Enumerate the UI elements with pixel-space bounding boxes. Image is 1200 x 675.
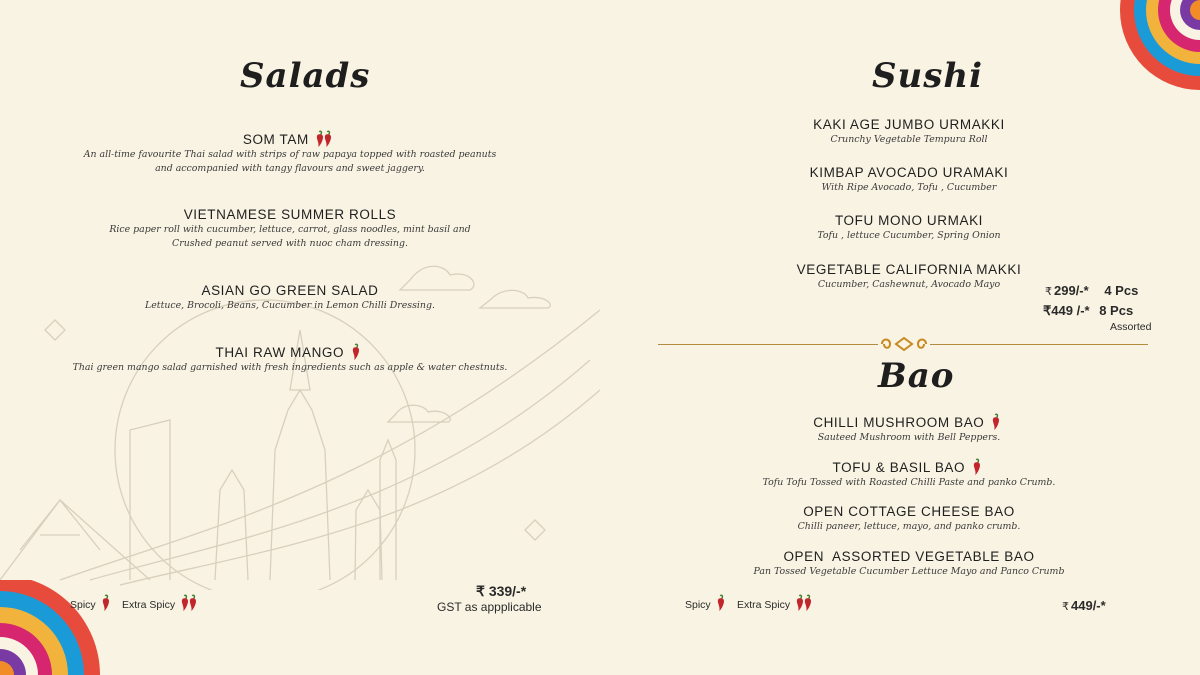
salad-item-som-tam [60, 130, 520, 176]
chili-icon [99, 594, 115, 612]
item-name: VEGETABLE CALIFORNIA MAKKI [796, 262, 1022, 277]
item-desc: Crunchy Vegetable Tempura Roll [830, 134, 988, 145]
item-name: TOFU & BASIL BAO [832, 460, 966, 475]
mandala-top-right [1110, 0, 1200, 100]
chili-icon [321, 130, 337, 148]
bao-price [1062, 598, 1106, 613]
sushi-assorted: Assorted [1110, 321, 1152, 333]
item-name: SOM TAM [242, 132, 309, 147]
sushi-item-kimbap [709, 164, 1109, 195]
chili-icon [349, 343, 365, 361]
bao-item-tofu-basil [709, 458, 1109, 490]
chili-icon [801, 594, 817, 612]
salad-item-vietnamese-rolls [60, 206, 520, 251]
sushi-item-kaki-age [709, 116, 1109, 147]
item-desc: Pan Tossed Vegetable Cucumber Lettuce Mayo and Panco Crumb [753, 566, 1065, 577]
legend-spicy-label: Spicy [70, 599, 96, 611]
legend-extra-spicy-label: Extra Spicy [122, 599, 176, 611]
chili-icon [970, 458, 986, 476]
item-name: KIMBAP AVOCADO URAMAKI [809, 165, 1009, 180]
item-name: TOFU MONO URMAKI [834, 213, 984, 228]
item-desc: An all-time favourite Thai salad with strips of raw papaya topped with roasted peanuts [83, 149, 497, 160]
legend-extra-spicy [737, 594, 817, 612]
item-desc: Tofu Tofu Tossed with Roasted Chilli Paste and panko Crumb. [762, 477, 1056, 488]
sushi-price-4-value: 299/-* [1054, 283, 1089, 298]
item-desc: Crushed peanut served with nuoc cham dressing. [172, 238, 408, 249]
legend-extra-spicy-label: Extra Spicy [737, 599, 791, 611]
chili-icon [186, 594, 202, 612]
item-name: VIETNAMESE SUMMER ROLLS [183, 207, 397, 222]
bao-item-assorted-veg [709, 548, 1109, 579]
salad-item-raw-mango [60, 343, 520, 375]
sushi-price-8-value: 449 /-* [1051, 303, 1090, 318]
legend-extra-spicy [122, 594, 202, 612]
item-name: OPEN ASSORTED VEGETABLE BAO [783, 549, 1035, 564]
salads-price [476, 583, 526, 600]
item-desc: Chilli paneer, lettuce, mayo, and panko crumb. [797, 521, 1021, 532]
bao-price-value: 449/-* [1071, 598, 1106, 613]
item-desc: Thai green mango salad garnished with fresh ingredients such as apple & water chestnuts. [72, 362, 508, 373]
sushi-qty-8: 8 Pcs [1099, 303, 1134, 318]
sushi-item-tofu-mono [709, 212, 1109, 243]
rupee-symbol: ₹ [1062, 601, 1069, 613]
item-desc: With Ripe Avocado, Tofu , Cucumber [821, 182, 997, 193]
item-name: THAI RAW MANGO [215, 345, 345, 360]
item-name: CHILLI MUSHROOM BAO [813, 415, 985, 430]
salads-price-value: 339/-* [488, 583, 527, 599]
gst-note: GST as appplicable [437, 600, 542, 614]
item-desc: Cucumber, Cashewnut, Avocado Mayo [817, 279, 1001, 290]
item-desc: Rice paper roll with cucumber, lettuce, carrot, glass noodles, mint basil and [109, 224, 471, 235]
rupee-symbol: ₹ [1045, 286, 1052, 298]
sushi-price-8pcs [1043, 303, 1133, 319]
salad-item-go-green [60, 282, 520, 313]
legend-spicy [70, 594, 115, 612]
bao-title: Bao [878, 356, 955, 396]
chili-icon [714, 594, 730, 612]
item-name: OPEN COTTAGE CHEESE BAO [803, 504, 1015, 519]
salads-title: Salads [240, 56, 371, 96]
item-desc: and accompanied with tangy flavours and sweet jaggery. [155, 163, 425, 174]
chili-icon [989, 413, 1005, 431]
item-desc: Tofu , lettuce Cucumber, Spring Onion [817, 230, 1001, 241]
sushi-title: Sushi [872, 56, 984, 96]
bao-item-chilli-mushroom [709, 413, 1109, 445]
item-desc: Sauteed Mushroom with Bell Peppers. [817, 432, 1001, 443]
rupee-symbol: ₹ [1043, 303, 1052, 318]
item-name: KAKI AGE JUMBO URMAKKI [813, 117, 1005, 132]
item-name: ASIAN GO GREEN SALAD [201, 283, 379, 298]
sushi-qty-4: 4 Pcs [1104, 283, 1139, 298]
legend-spicy-label: Spicy [685, 599, 711, 611]
legend-spicy [685, 594, 730, 612]
item-desc: Lettuce, Brocoli, Beans, Cucumber in Lemon Chilli Dressing. [145, 300, 435, 311]
sushi-price-4pcs [1045, 283, 1138, 298]
bao-item-cottage-cheese [709, 503, 1109, 534]
rupee-symbol: ₹ [476, 583, 485, 599]
divider-ornament [878, 335, 930, 353]
